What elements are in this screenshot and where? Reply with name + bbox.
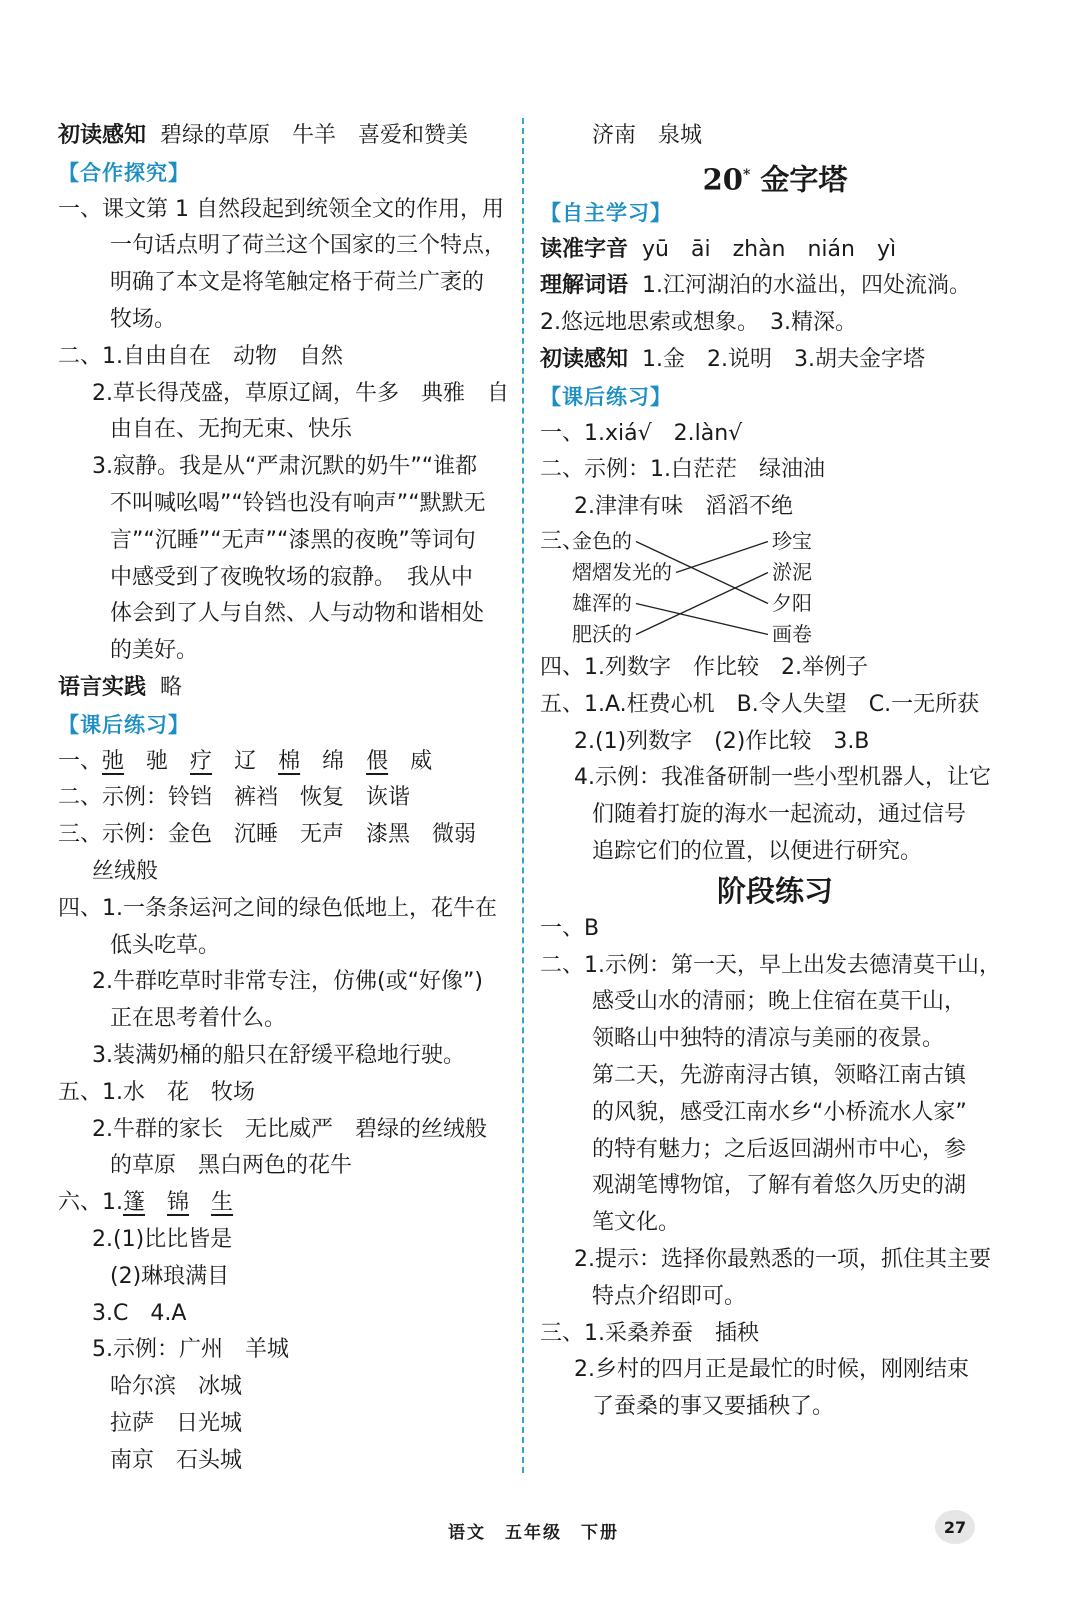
label-line (58, 670, 510, 707)
answer-line: 四、1.列数字 作比较 2.举例子 (540, 654, 868, 680)
answer-line: 第二天，先游南浔古镇，领略江南古镇 (592, 1062, 967, 1088)
label-line (58, 118, 510, 155)
answer-line: 一、B (540, 915, 600, 941)
answer-line: 感受山水的清丽；晚上住宿在莫干山， (592, 989, 967, 1015)
matching-left-item: 金色的 (572, 528, 632, 553)
answer-line: 2.草长得茂盛，草原辽阔，牛多 典雅 自 (92, 380, 509, 406)
matching-line (676, 541, 768, 572)
answer-line: 了蚕桑的事又要插秧了。 (592, 1394, 835, 1420)
line-text: 1.江河湖泊的水溢出，四处流淌。 (642, 273, 972, 299)
line-text: 1.金 2.说明 3.胡夫金字塔 (642, 346, 925, 372)
answer-line: 低头吃草。 (110, 932, 221, 958)
line-label: 读准字音 (540, 236, 629, 262)
lesson-number: 20 (702, 162, 743, 197)
answer-line: 南京 石头城 (110, 1447, 243, 1473)
answer-line: 的特有魅力；之后返回湖州市中心，参 (592, 1136, 967, 1162)
section-heading: 【自主学习】 (540, 200, 672, 225)
answer-line: 5.示例：广州 羊城 (92, 1337, 289, 1363)
left-column (58, 118, 510, 1479)
exercise-word: 疗 (190, 748, 213, 774)
exercise-word: 威 (410, 748, 433, 774)
answer-line: 的风貌，感受江南水乡“小桥流水人家” (592, 1099, 967, 1125)
label-line (540, 342, 1010, 379)
lesson-title-text: 阶段练习 (716, 873, 833, 908)
exercise-word: 篷 (123, 1190, 146, 1216)
answer-line: 一、1.xiá√ 2.làn√ (540, 420, 743, 446)
line-label: 语言实践 (58, 674, 147, 700)
exercise-word: 棉 (278, 748, 301, 774)
label-line (540, 268, 1010, 305)
answer-line: 二、示例：1.白茫茫 绿油油 (540, 457, 825, 483)
answer-line: 2.津津有味 滔滔不绝 (574, 494, 793, 520)
answer-line: 3.装满奶桶的船只在舒缓平稳地行驶。 (92, 1042, 465, 1068)
exercise-word: 辽 (234, 748, 257, 774)
page-footer: 语文 五年级 下册 (448, 1523, 619, 1543)
answer-line: 三、示例：金色 沉睡 无声 漆黑 微弱 (58, 822, 477, 848)
line-text: yū āi zhàn nián yì (642, 236, 897, 262)
line-text: 略 (160, 674, 183, 700)
answer-line: 领略山中独特的清凉与美丽的夜景。 (592, 1026, 945, 1052)
answer-line: 二、1.示例：第一天，早上出发去德清莫干山， (540, 952, 1001, 978)
line-label: 初读感知 (58, 123, 147, 148)
answer-line: 4.示例：我准备研制一些小型机器人，让它 (574, 765, 991, 791)
right-top-section (540, 118, 1010, 526)
answer-line: 2.乡村的四月正是最忙的时候，刚刚结束 (574, 1357, 969, 1383)
answer-line: 追踪它们的位置，以便进行研究。 (592, 838, 923, 864)
right-column (540, 118, 1010, 1426)
answer-line: 一句话点明了荷兰这个国家的三个特点， (110, 233, 507, 259)
matching-prefix: 三、 (540, 528, 585, 554)
matching-right-item: 画卷 (772, 621, 812, 646)
exercise-prefix: 一、 (58, 748, 103, 774)
matching-lines (540, 526, 840, 650)
line-label: 初读感知 (540, 346, 629, 372)
answer-line: 3.寂静。我是从“严肃沉默的奶牛”“谁都 (92, 454, 478, 480)
answer-line: 观湖笔博物馆，了解有着悠久历史的湖 (592, 1173, 967, 1199)
answer-line: 言”“沉睡”“无声”“漆黑的夜晚”等词句 (110, 527, 476, 553)
answer-line: 明确了本文是将笔触定格于荷兰广袤的 (110, 270, 485, 296)
line-label: 理解词语 (540, 273, 629, 299)
matching-line (636, 603, 768, 634)
page-number (925, 1510, 985, 1546)
section-heading: 【合作探究】 (58, 160, 190, 185)
lesson-title (540, 871, 1010, 911)
answer-line: 二、1.自由自在 动物 自然 (58, 343, 343, 369)
answer-line: 正在思考着什么。 (110, 1006, 287, 1032)
exercise-word: 弛 (102, 748, 125, 774)
matching-exercise (540, 526, 1010, 650)
answer-line: 3.C 4.A (92, 1300, 187, 1326)
answer-line: 体会到了人与自然、人与动物和谐相处 (110, 601, 485, 627)
answer-line: 牧场。 (110, 306, 177, 332)
exercise-word: 偎 (366, 748, 389, 774)
answer-line: 哈尔滨 冰城 (110, 1374, 243, 1400)
matching-right-item: 夕阳 (772, 590, 812, 615)
answer-line: 五、1.A.枉费心机 B.令人失望 C.一无所获 (540, 691, 980, 717)
answer-line: 2.牛群吃草时非常专注，仿佛(或“好像”) (92, 969, 483, 995)
label-line (540, 232, 1010, 269)
answer-line: 2.悠远地思索或想象。 3.精深。 (540, 310, 857, 336)
answer-line: 们随着打旋的海水一起流动，通过信号 (592, 802, 967, 828)
matching-left-item: 熠熠发光的 (572, 559, 672, 584)
line-text: 碧绿的草原 牛羊 喜爱和赞美 (160, 123, 469, 148)
exercise-word: 驰 (146, 748, 169, 774)
matching-right-item: 淤泥 (772, 559, 812, 584)
answer-line: 2.(1)列数字 (2)作比较 3.B (574, 728, 870, 754)
right-bottom-section (540, 650, 1010, 1426)
answer-line: 丝绒般 (92, 858, 159, 884)
answer-line: 的美好。 (110, 638, 199, 664)
answer-line: 2.提示：选择你最熟悉的一项，抓住其主要 (574, 1246, 991, 1272)
column-divider (522, 118, 524, 1473)
answer-line: 由自在、无拘无束、快乐 (110, 417, 353, 443)
answer-line: 不叫喊吆喝”“铃铛也没有响声”“默默无 (110, 490, 486, 516)
answer-line: 中感受到了夜晚牧场的寂静。 我从中 (110, 564, 474, 590)
answer-line: 三、1.采桑养蚕 插秧 (540, 1320, 759, 1346)
answer-line: 济南 泉城 (592, 123, 703, 148)
exercise-word: 生 (211, 1190, 234, 1216)
answer-line: 2.(1)比比皆是 (92, 1226, 233, 1252)
matching-left-item: 肥沃的 (572, 621, 632, 646)
answer-line: 四、1.一条条运河之间的绿色低地上，花牛在 (58, 895, 497, 921)
matching-right-item: 珍宝 (772, 528, 812, 553)
answer-line: (2)琳琅满目 (110, 1263, 230, 1289)
answer-line: 2.牛群的家长 无比威严 碧绿的丝绒般 (92, 1116, 487, 1142)
matching-line (636, 541, 768, 603)
answer-line: 二、示例：铃铛 裤裆 恢复 诙谐 (58, 785, 411, 811)
answer-line: 的草原 黑白两色的花牛 (110, 1153, 353, 1179)
answer-line: 特点介绍即可。 (592, 1283, 747, 1309)
exercise-word: 锦 (167, 1190, 190, 1216)
exercise-word: 绵 (322, 748, 345, 774)
page-number-text: 27 (943, 1518, 967, 1537)
answer-line: 笔文化。 (592, 1210, 681, 1236)
answer-line: 拉萨 日光城 (110, 1410, 243, 1436)
lesson-title-text: 金字塔 (760, 162, 848, 197)
section-heading: 【课后练习】 (540, 384, 672, 409)
exercise-prefix: 六、1. (58, 1190, 123, 1216)
underline-exercise (58, 1185, 510, 1222)
matching-line (636, 572, 768, 634)
matching-left-item: 雄浑的 (572, 590, 632, 615)
underline-exercise (58, 744, 510, 781)
section-heading: 【课后练习】 (58, 712, 190, 737)
lesson-title (540, 155, 1010, 195)
answer-line: 一、课文第 1 自然段起到统领全文的作用，用 (58, 196, 504, 222)
lesson-mark: * (742, 166, 751, 183)
answer-line: 五、1.水 花 牧场 (58, 1079, 255, 1105)
